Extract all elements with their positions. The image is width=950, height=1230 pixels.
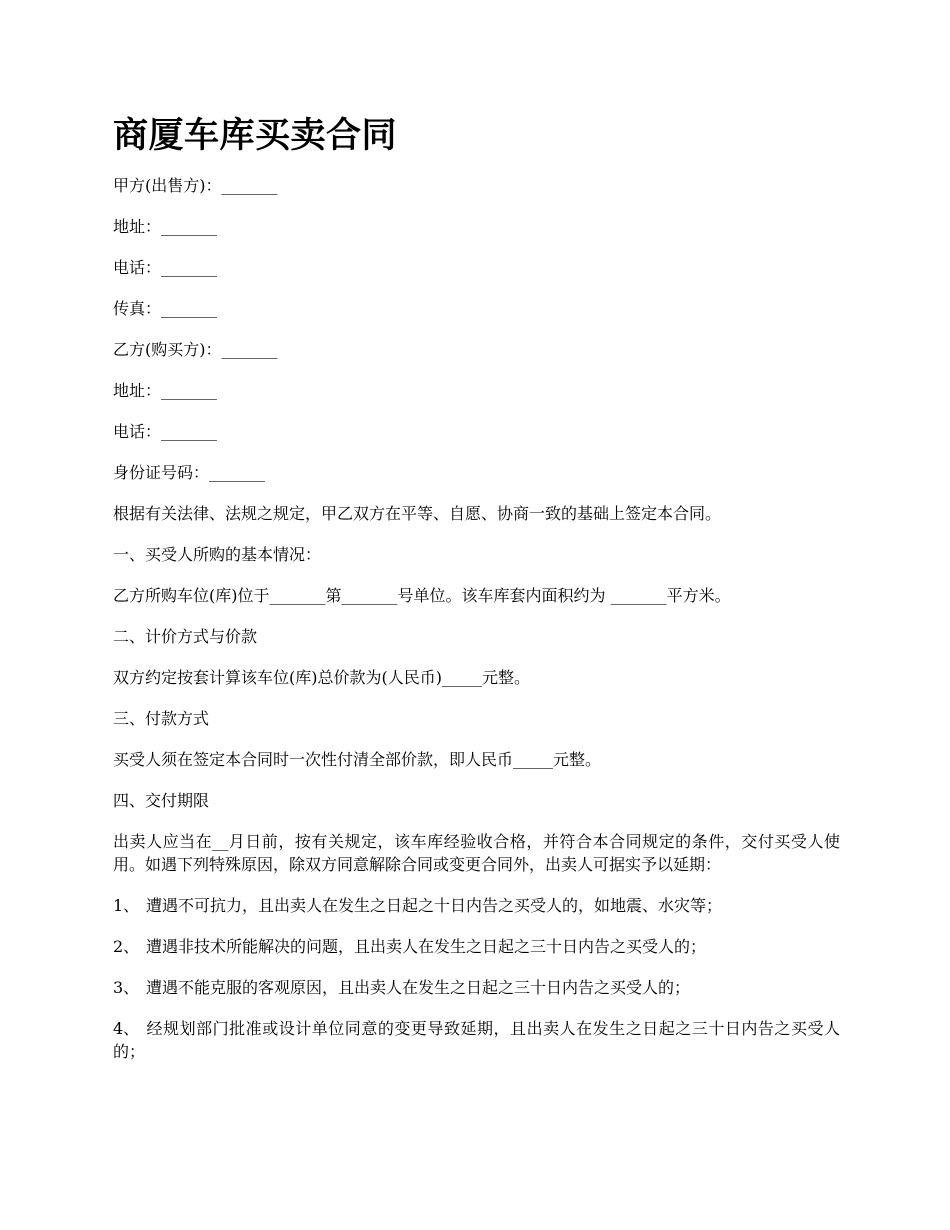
list-number: 2、 — [113, 937, 140, 956]
party-a-fax: 传真：_______ — [113, 299, 218, 318]
section-heading: 四、交付期限 — [113, 791, 210, 810]
contract-page — [113, 112, 840, 1081]
party-b-phone: 电话：_______ — [113, 422, 218, 441]
list-item — [113, 894, 840, 917]
document-title: 商厦车库买卖合同 — [113, 115, 398, 156]
list-text: 遭遇不能克服的客观原因，且出卖人在发生之日起之三十日内告之买受人的； — [146, 978, 691, 997]
list-number: 4、 — [113, 1019, 140, 1038]
list-item — [113, 976, 840, 999]
list-text: 遭遇不可抗力，且出卖人在发生之日起之十日内告之买受人的，如地震、水灾等； — [146, 896, 723, 915]
party-b-address: 地址：_______ — [113, 381, 218, 400]
list-item — [113, 1017, 840, 1063]
section-heading: 二、计价方式与价款 — [113, 627, 258, 646]
list-item — [113, 935, 840, 958]
party-a-phone: 电话：_______ — [113, 258, 218, 277]
section-body: 出卖人应当在__月日前，按有关规定，该车库经验收合格，并符合本合同规定的条件，交付买受人使用。如遇下列特殊原因，除双方同意解除合同或变更合同外，出卖人可据实予以延期： — [113, 832, 840, 874]
list-number: 1、 — [113, 896, 140, 915]
section-body: 双方约定按套计算该车位(库)总价款为(人民币)_____元整。 — [113, 668, 530, 687]
preamble: 根据有关法律、法规之规定，甲乙双方在平等、自愿、协商一致的基础上签定本合同。 — [113, 504, 722, 523]
section-body: 买受人须在签定本合同时一次性付清全部价款，即人民币_____元整。 — [113, 750, 602, 769]
party-a-address: 地址：_______ — [113, 217, 218, 236]
section-heading: 一、买受人所购的基本情况： — [113, 545, 322, 564]
list-text: 遭遇非技术所能解决的问题，且出卖人在发生之日起之三十日内告之买受人的； — [146, 937, 707, 956]
section-body: 乙方所购车位(库)位于_______第_______号单位。该车库套内面积约为 _______平方米。 — [113, 586, 731, 605]
party-b-name: 乙方(购买方)：_______ — [113, 340, 278, 359]
party-a-name: 甲方(出售方)：_______ — [113, 176, 278, 195]
list-number: 3、 — [113, 978, 140, 997]
list-text: 经规划部门批准或设计单位同意的变更导致延期，且出卖人在发生之日起之三十日内告之买受人的； — [113, 1019, 840, 1061]
section-heading: 三、付款方式 — [113, 709, 210, 728]
party-b-id-number: 身份证号码：_______ — [113, 463, 266, 482]
